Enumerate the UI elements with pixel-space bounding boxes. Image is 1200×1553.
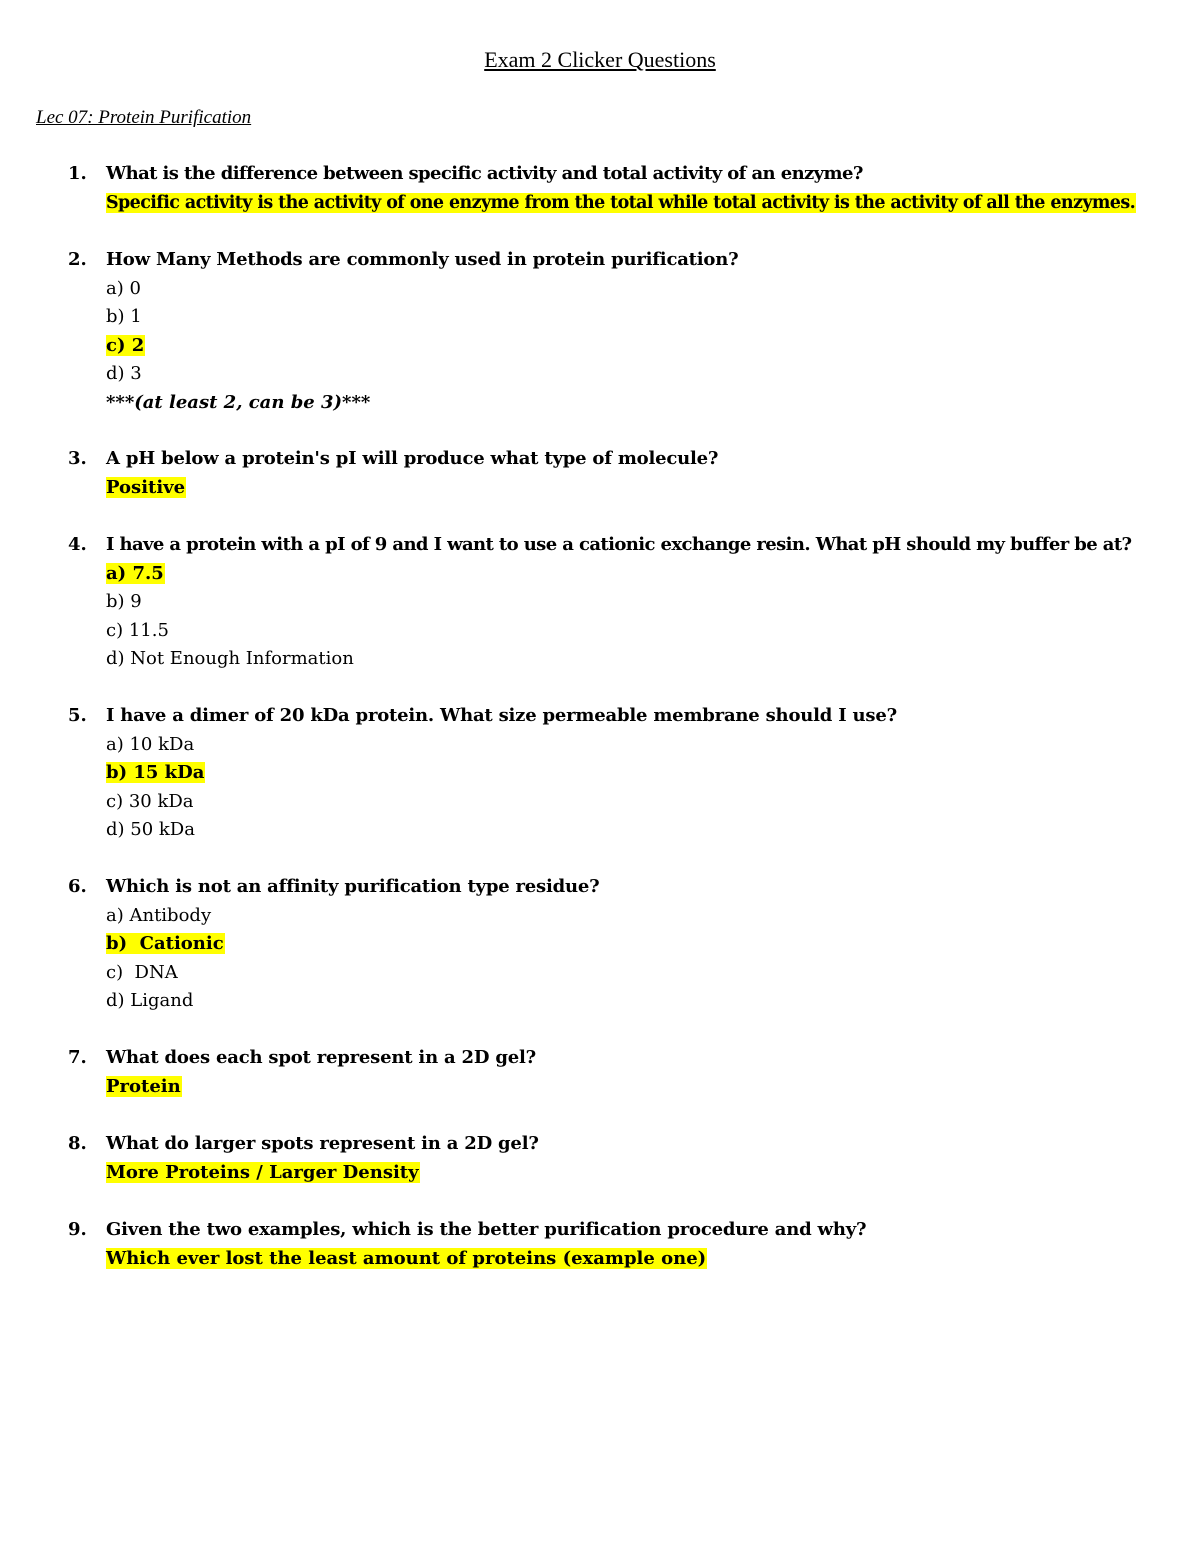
- answer-option: c) 11.5: [106, 619, 169, 641]
- answer-highlight: Specific activity is the activity of one enzyme from the total while total activity is the activity of all the enzymes.: [106, 192, 1136, 213]
- answer-option: b) 9: [106, 591, 142, 613]
- section-label: Lec 07: [36, 107, 88, 128]
- answer-option: a) 10 kDa: [106, 733, 195, 755]
- question-8: [68, 1130, 1168, 1187]
- question-text: Given the two examples, which is the better purification procedure and why?: [106, 1219, 867, 1240]
- question-6: [68, 873, 1168, 1016]
- section-heading: [36, 106, 251, 130]
- answer-option: a) Antibody: [106, 904, 212, 926]
- answer-option: a) 0: [106, 277, 141, 299]
- question-number: 7.: [68, 1047, 87, 1068]
- question-number: 9.: [68, 1219, 87, 1240]
- question-number: 4.: [68, 534, 87, 555]
- question-number: 3.: [68, 448, 87, 469]
- question-text: How Many Methods are commonly used in protein purification?: [106, 249, 739, 270]
- answer-note: ***(at least 2, can be 3)***: [106, 391, 371, 413]
- question-number: 2.: [68, 249, 87, 270]
- answer-option: b) 1: [106, 306, 142, 328]
- section-topic: : Protein Purification: [87, 107, 252, 128]
- question-9: [68, 1216, 1168, 1273]
- answer-highlight: Which ever lost the least amount of proteins (example one): [106, 1247, 707, 1269]
- question-1: [68, 160, 1168, 217]
- question-number: 5.: [68, 705, 87, 726]
- question-text: A pH below a protein's pI will produce what type of molecule?: [106, 448, 719, 469]
- question-7: [68, 1044, 1168, 1101]
- answer-option-correct: a) 7.5: [106, 562, 164, 584]
- answer-option: d) 50 kDa: [106, 819, 195, 841]
- question-2: [68, 246, 1168, 418]
- question-number: 8.: [68, 1133, 87, 1154]
- question-number: 6.: [68, 876, 87, 897]
- question-text: What does each spot represent in a 2D gel?: [106, 1047, 536, 1068]
- answer-option-correct: b) 15 kDa: [106, 762, 205, 784]
- answer-option-correct: b) Cationic: [106, 933, 224, 955]
- answer-highlight: Protein: [106, 1075, 181, 1097]
- question-text: What do larger spots represent in a 2D gel?: [106, 1133, 539, 1154]
- answer-option-correct: c) 2: [106, 334, 145, 356]
- question-4: [68, 531, 1168, 674]
- answer-option: c) DNA: [106, 961, 178, 983]
- question-number: 1.: [68, 163, 87, 184]
- question-text: I have a protein with a pI of 9 and I want to use a cationic exchange resin. What pH should my buffer be at?: [106, 534, 1132, 555]
- answer-option: d) Not Enough Information: [106, 648, 354, 670]
- answer-option: d) Ligand: [106, 990, 194, 1012]
- answer-option: c) 30 kDa: [106, 790, 194, 812]
- document-title: Exam 2 Clicker Questions: [484, 47, 716, 72]
- question-5: [68, 702, 1168, 845]
- answer-highlight: Positive: [106, 476, 186, 498]
- question-text: I have a dimer of 20 kDa protein. What size permeable membrane should I use?: [106, 705, 897, 726]
- answer-highlight: More Proteins / Larger Density: [106, 1161, 419, 1183]
- question-text: Which is not an affinity purification type residue?: [106, 876, 600, 897]
- answer-option: d) 3: [106, 363, 142, 385]
- question-3: [68, 445, 1168, 502]
- question-text: What is the difference between specific activity and total activity of an enzyme?: [106, 163, 863, 184]
